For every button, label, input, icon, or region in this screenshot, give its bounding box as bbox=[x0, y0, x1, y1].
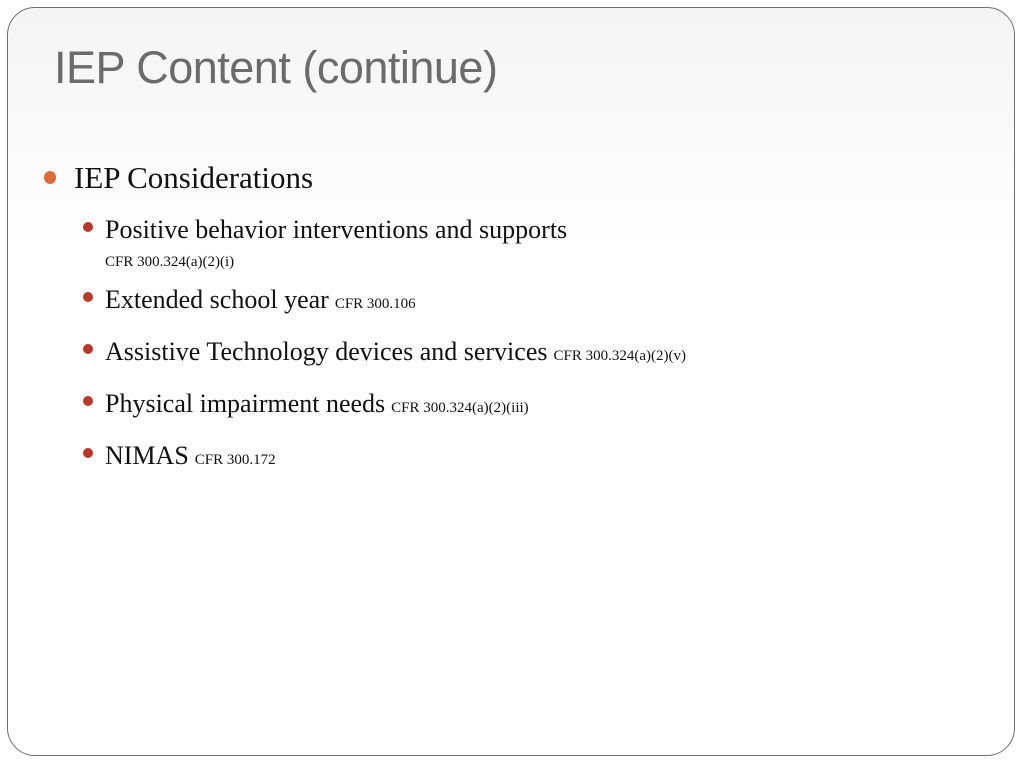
sub-bullet-label: Positive behavior interventions and supports bbox=[105, 215, 568, 244]
sub-bullet-dot-icon bbox=[83, 448, 93, 458]
sub-bullet-label: Extended school year bbox=[105, 285, 329, 314]
citation: CFR 300.324(a)(2)(i) bbox=[105, 254, 235, 270]
sub-bullet-extended-school-year bbox=[83, 284, 686, 320]
sub-bullet-pbis bbox=[83, 214, 686, 272]
bullet-label: IEP Considerations bbox=[74, 160, 314, 195]
sub-bullet-dot-icon bbox=[83, 222, 93, 232]
bullet-dot-icon bbox=[44, 171, 56, 184]
slide-frame bbox=[7, 7, 1015, 756]
sub-bullet-dot-icon bbox=[83, 396, 93, 406]
citation: CFR 300.106 bbox=[334, 296, 416, 312]
sub-bullet-list bbox=[83, 214, 686, 492]
bullet-iep-considerations bbox=[44, 160, 313, 196]
sub-bullet-label: Physical impairment needs bbox=[105, 389, 386, 418]
sub-bullet-dot-icon bbox=[83, 292, 93, 302]
sub-bullet-label: Assistive Technology devices and services bbox=[105, 337, 548, 366]
slide-title: IEP Content (continue) bbox=[54, 42, 498, 93]
sub-bullet-assistive-technology bbox=[83, 336, 686, 372]
sub-bullet-dot-icon bbox=[83, 344, 93, 354]
citation: CFR 300.324(a)(2)(v) bbox=[553, 348, 686, 364]
citation: CFR 300.172 bbox=[194, 452, 276, 468]
sub-bullet-physical-impairment bbox=[83, 388, 686, 424]
sub-bullet-label: NIMAS bbox=[105, 441, 189, 470]
sub-bullet-nimas bbox=[83, 440, 686, 476]
citation: CFR 300.324(a)(2)(iii) bbox=[391, 400, 529, 416]
